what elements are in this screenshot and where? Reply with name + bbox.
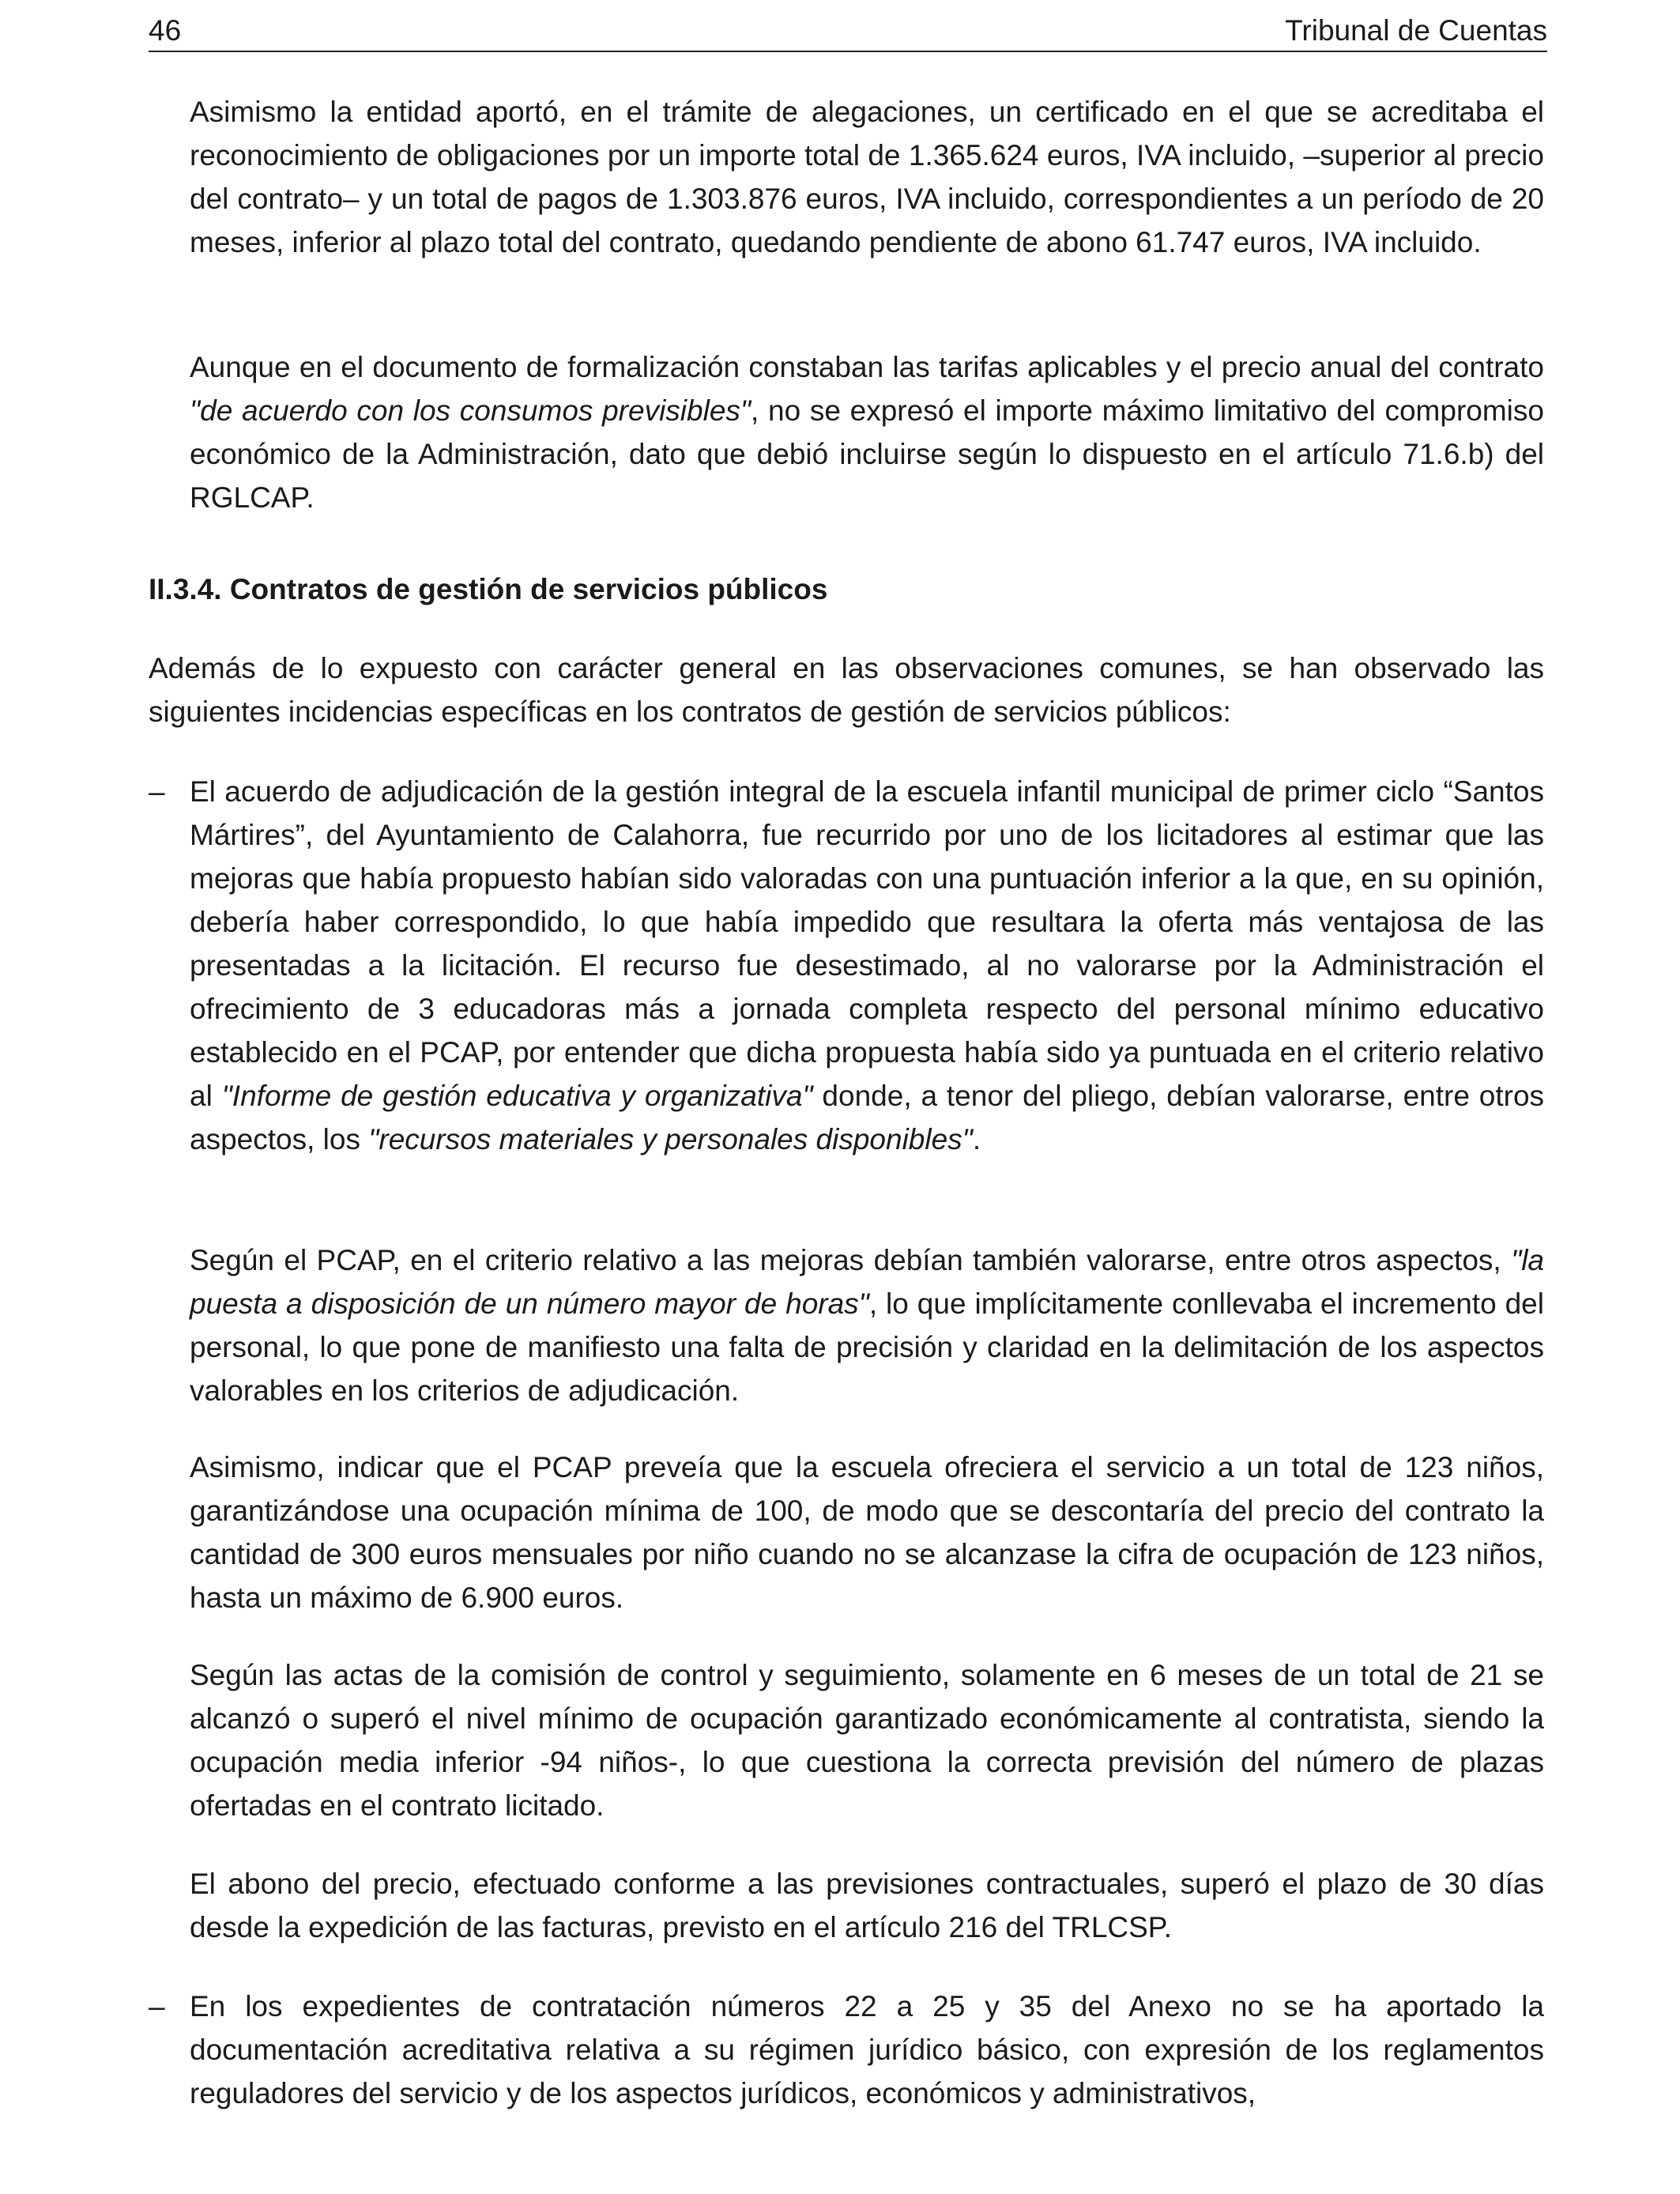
quoted-text: "recursos materiales y personales disponibles" — [368, 1123, 973, 1155]
paragraph-text: Aunque en el documento de formalización constaban las tarifas aplicables y el precio anual del contrato — [190, 351, 1544, 383]
paragraph-text: Además de lo expuesto con carácter general en las observaciones comunes, se han observado las siguientes incidencias específicas en los contratos de gestión de servicios públicos: — [149, 652, 1544, 728]
bullet-dash: – — [149, 1990, 165, 2022]
paragraph-formalization — [190, 345, 1544, 519]
bullet-calahorra — [190, 770, 1544, 1161]
paragraph-text: El acuerdo de adjudicación de la gestión integral de la escuela infantil municipal de primer ciclo “Santos Mártires”, del Ayuntamiento de Calahorra, fue recurrido por uno de los licitadores al estimar que las mejoras que había propuesto habían sido valoradas con una puntuación inferior a la que, en su opinión, debería haber correspondido, lo que había impedido que resultara la oferta más ventajosa de las presentadas a la licitación. El recurso fue desestimado, al no valorarse por la Administración el ofrecimiento de 3 educadoras más a jornada completa respecto del personal mínimo educativo establecido en el PCAP, por entender que dicha propuesta había sido ya puntuada en el criterio relativo al — [190, 775, 1544, 1112]
paragraph-certificate — [190, 90, 1544, 264]
paragraph-text: Según el PCAP, en el criterio relativo a las mejoras debían también valorarse, entre otros aspectos, — [190, 1244, 1512, 1276]
section-heading — [149, 567, 1544, 611]
paragraph-text: Según las actas de la comisión de control y seguimiento, solamente en 6 meses de un total de 21 se alcanzó o superó el nivel mínimo de ocupación garantizado económicamente al contratista, siendo la ocupación media inferior -94 niños-, lo que cuestiona la correcta previsión del número de plazas ofertadas en el contrato licitado. — [190, 1659, 1544, 1822]
page-header — [149, 11, 1547, 52]
paragraph-ocupacion — [190, 1446, 1544, 1619]
running-title: Tribunal de Cuentas — [1285, 14, 1547, 47]
paragraph-text: Asimismo, indicar que el PCAP preveía que la escuela ofreciera el servicio a un total de 123 niños, garantizándose una ocupación mínima de 100, de modo que se descontaría del precio del contrato la cantidad de 300 euros mensuales por niño cuando no se alcanzase la cifra de ocupación de 123 niños, hasta un máximo de 6.900 euros. — [190, 1451, 1544, 1614]
bullet-expedientes — [190, 1985, 1544, 2115]
paragraph-text: donde, a tenor del pliego, debían valorarse, entre otros aspectos, los — [190, 1080, 1545, 1155]
paragraph-pcap-mejoras — [190, 1238, 1544, 1412]
paragraph-actas — [190, 1653, 1544, 1827]
paragraph-intro — [149, 647, 1544, 733]
quoted-text: "de acuerdo con los consumos previsibles" — [190, 394, 751, 427]
quoted-text: "Informe de gestión educativa y organizativa" — [221, 1080, 813, 1112]
paragraph-text: El abono del precio, efectuado conforme a las previsiones contractuales, superó el plazo de 30 días desde la expedición de las facturas, previsto en el artículo 216 del TRLCSP. — [190, 1868, 1544, 1943]
paragraph-text: , no se expresó el importe máximo limitativo del compromiso económico de la Administración, dato que debió incluirse según lo dispuesto en el artículo 71.6.b) del RGLCAP. — [190, 394, 1544, 514]
section-heading-text: II.3.4. Contratos de gestión de servicios públicos — [149, 573, 828, 605]
paragraph-text: Asimismo la entidad aportó, en el trámite de alegaciones, un certificado en el que se acreditaba el reconocimiento de obligaciones por un importe total de 1.365.624 euros, IVA incluido, –superior al precio del contrato– y un total de pagos de 1.303.876 euros, IVA incluido, correspondientes a un período de 20 meses, inferior al plazo total del contrato, quedando pendiente de abono 61.747 euros, IVA incluido. — [190, 96, 1544, 258]
page-number: 46 — [149, 14, 182, 47]
quoted-text: "la puesta a disposición de un número mayor de horas" — [190, 1244, 1544, 1320]
paragraph-text: , lo que implícitamente conllevaba el incremento del personal, lo que pone de manifiesto una falta de precisión y claridad en la delimitación de los aspectos valorables en los criterios de adjudicación. — [190, 1287, 1544, 1407]
paragraph-abono — [190, 1862, 1544, 1949]
bullet-dash: – — [149, 775, 165, 808]
paragraph-text: En los expedientes de contratación números 22 a 25 y 35 del Anexo no se ha aportado la documentación acreditativa relativa a su régimen jurídico básico, con expresión de los reglamentos reguladores del servicio y de los aspectos jurídicos, económicos y administrativos, — [190, 1990, 1544, 2109]
paragraph-text: . — [972, 1123, 981, 1155]
